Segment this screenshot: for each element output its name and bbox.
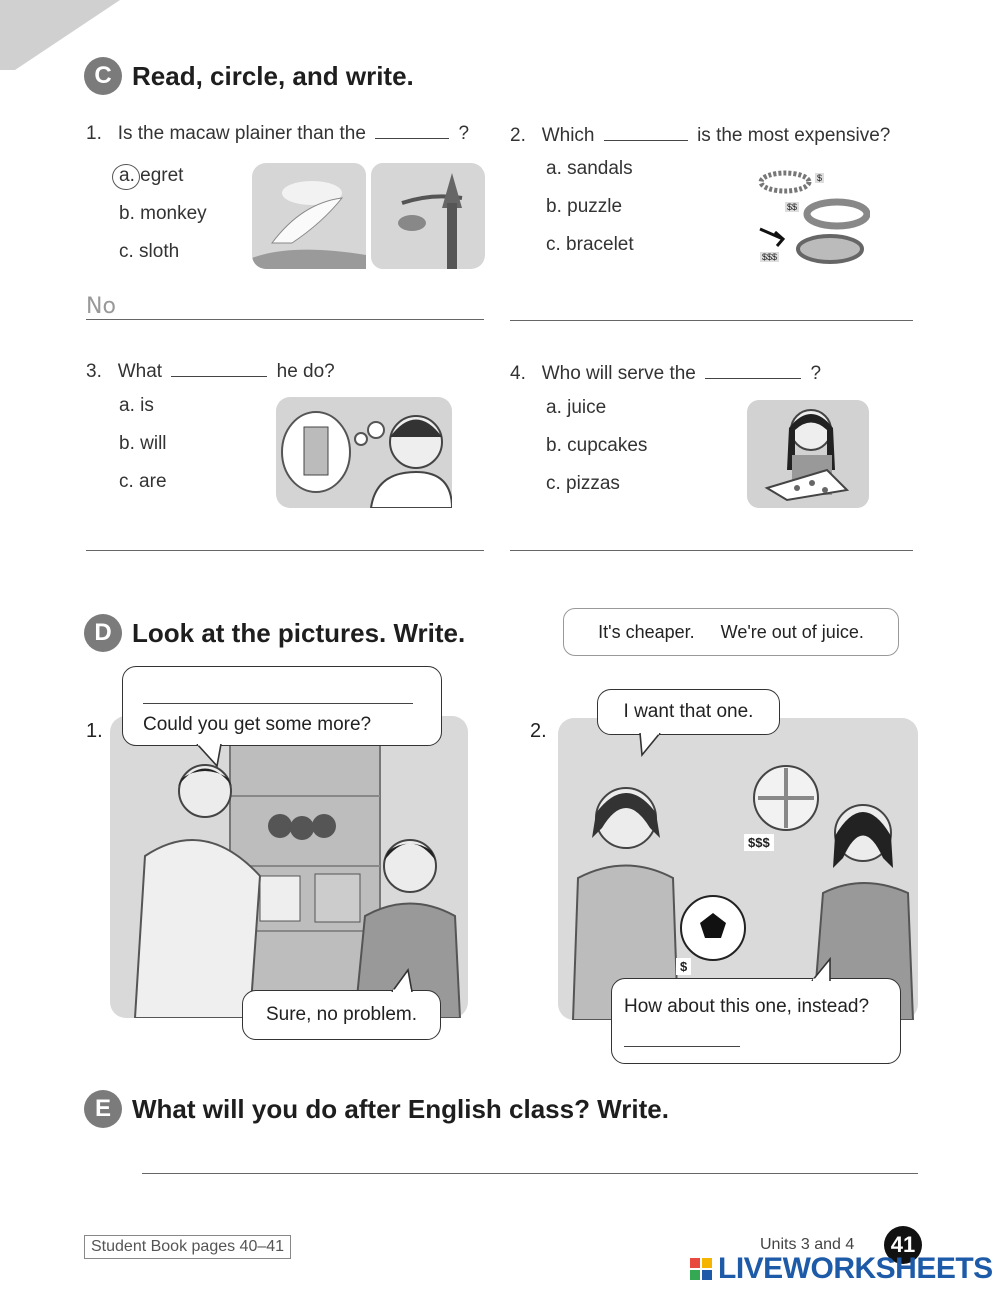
question-2-end: is the most expensive? bbox=[697, 125, 891, 146]
units-label: Units 3 and 4 bbox=[760, 1236, 855, 1253]
question-3-end: he do? bbox=[276, 361, 335, 382]
liveworksheets-logo bbox=[690, 1252, 993, 1286]
bracelets-picture bbox=[755, 162, 870, 272]
girl-serving-pizza-picture bbox=[747, 400, 869, 508]
question-1-options bbox=[114, 157, 207, 271]
bubble-2-reply-text: How about this one, instead? bbox=[624, 995, 870, 1017]
option-b[interactable]: b. puzzle bbox=[546, 196, 623, 217]
question-2-options bbox=[546, 150, 634, 264]
question-3-blank[interactable] bbox=[171, 358, 267, 377]
section-e-title: What will you do after English class? Write. bbox=[132, 1093, 669, 1124]
word-bank-item-2[interactable]: We're out of juice. bbox=[720, 621, 864, 642]
question-2-blank[interactable] bbox=[604, 122, 688, 141]
option-c[interactable]: c. sloth bbox=[119, 241, 180, 262]
answer-line-4[interactable] bbox=[510, 550, 913, 551]
speech-bubble-2-bottom bbox=[611, 978, 901, 1064]
word-bank bbox=[563, 608, 899, 656]
student-book-reference: Student Book pages 40–41 bbox=[84, 1235, 291, 1259]
question-2 bbox=[510, 122, 890, 147]
question-3 bbox=[86, 358, 335, 383]
page-number: 41 bbox=[884, 1226, 922, 1264]
section-d-title: Look at the pictures. Write. bbox=[132, 617, 466, 648]
question-3-options bbox=[119, 387, 167, 501]
section-d-header bbox=[84, 614, 465, 652]
question-4 bbox=[510, 360, 821, 385]
question-4-end: ? bbox=[810, 363, 822, 384]
question-4-options bbox=[546, 389, 647, 503]
option-c[interactable]: c. bracelet bbox=[546, 234, 634, 255]
option-b[interactable]: b. cupcakes bbox=[546, 435, 648, 456]
option-a[interactable]: a. juice bbox=[546, 397, 607, 418]
circle-mark bbox=[112, 164, 140, 190]
price-tag-mid: $$ bbox=[787, 202, 798, 212]
question-1 bbox=[86, 120, 469, 145]
option-a[interactable]: a. sandals bbox=[546, 158, 633, 179]
option-c[interactable]: c. pizzas bbox=[546, 473, 620, 494]
picture-2-number: 2. bbox=[530, 720, 547, 742]
answer-line-2[interactable] bbox=[510, 320, 913, 321]
question-4-blank[interactable] bbox=[705, 360, 801, 379]
option-b[interactable]: b. will bbox=[119, 433, 167, 454]
bubble-1-reply-text: Sure, no problem. bbox=[265, 1004, 418, 1025]
bubble-1-reply-tail bbox=[388, 968, 418, 992]
bubble-2-text: I want that one. bbox=[623, 701, 754, 722]
word-bank-item-1[interactable]: It's cheaper. bbox=[598, 621, 695, 642]
section-d-badge: D bbox=[84, 614, 122, 652]
question-1-number: 1. bbox=[86, 123, 102, 144]
egret-macaw-picture bbox=[252, 163, 485, 269]
price-tag-expensive: $$$ bbox=[762, 252, 778, 262]
question-1-blank[interactable] bbox=[375, 120, 449, 139]
speech-bubble-1-top bbox=[122, 666, 442, 746]
question-3-text: What bbox=[117, 361, 163, 382]
question-4-text: Who will serve the bbox=[541, 363, 696, 384]
option-a[interactable]: a. egret bbox=[119, 165, 184, 186]
option-a[interactable]: a. is bbox=[119, 395, 154, 416]
bubble-1-answer-line[interactable] bbox=[143, 677, 413, 704]
section-c-title: Read, circle, and write. bbox=[132, 60, 414, 91]
question-1-text: Is the macaw plainer than the bbox=[117, 123, 366, 144]
bubble-2-reply-tail bbox=[808, 957, 838, 981]
price-label-cheap: $ bbox=[676, 958, 691, 975]
section-e-answer-line[interactable] bbox=[142, 1173, 918, 1174]
section-e-header bbox=[84, 1090, 669, 1128]
bubble-1-tail bbox=[195, 744, 225, 768]
bubble-2-tail bbox=[636, 733, 666, 757]
bubble-2-answer-line[interactable] bbox=[624, 1018, 740, 1047]
answer-line-1[interactable] bbox=[86, 319, 484, 320]
section-c-badge: C bbox=[84, 57, 122, 95]
option-b[interactable]: b. monkey bbox=[119, 203, 207, 224]
question-2-text: Which bbox=[541, 125, 595, 146]
liveworksheets-icon bbox=[690, 1258, 712, 1280]
option-c[interactable]: c. are bbox=[119, 471, 167, 492]
price-tag-cheap: $ bbox=[817, 173, 823, 183]
section-e-badge: E bbox=[84, 1090, 122, 1128]
bubble-1-text: Could you get some more? bbox=[143, 713, 372, 735]
soccer-ball-shop-picture bbox=[558, 718, 918, 1020]
question-4-number: 4. bbox=[510, 363, 526, 384]
question-1-answer[interactable]: No bbox=[86, 294, 116, 319]
section-c-header bbox=[84, 57, 414, 95]
question-1-end: ? bbox=[458, 123, 470, 144]
answer-line-3[interactable] bbox=[86, 550, 484, 551]
question-2-number: 2. bbox=[510, 125, 526, 146]
speech-bubble-2-top bbox=[597, 689, 780, 735]
speech-bubble-1-bottom bbox=[242, 990, 441, 1040]
price-label-expensive: $$$ bbox=[744, 834, 774, 851]
question-3-number: 3. bbox=[86, 361, 102, 382]
logo-text: LIVEWORKSHEETS bbox=[718, 1252, 993, 1285]
boy-thinking-juice-picture bbox=[276, 397, 452, 508]
picture-1-number: 1. bbox=[86, 720, 103, 742]
